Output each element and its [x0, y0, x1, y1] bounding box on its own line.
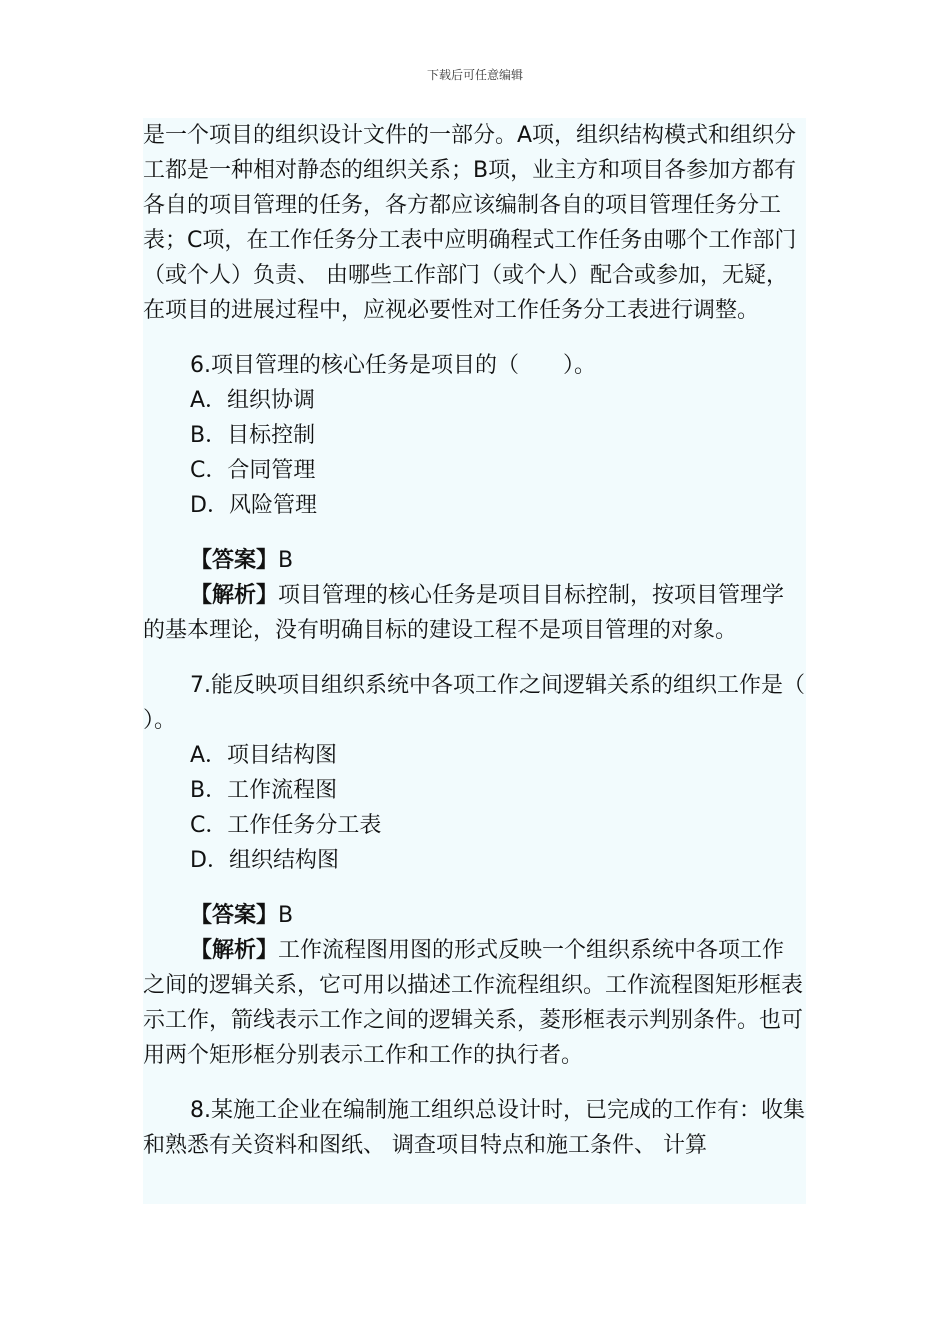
- page-header: 下载后可任意编辑: [426, 68, 523, 82]
- analysis-label: 【解析】: [190, 938, 279, 963]
- question-6-answer: [143, 543, 806, 578]
- question-8: [143, 1093, 806, 1163]
- question-7: [143, 668, 850, 1073]
- question-6-text: 6.项目管理的核心任务是项目的（ ）。: [190, 353, 596, 378]
- question-7-analysis: [143, 933, 806, 1073]
- answer-label: 【答案】: [190, 548, 279, 573]
- analysis-text: 项目管理的核心任务是项目目标控制，按项目管理学的基本理论，没有明确目标的建设工程不是项目管理的对象。: [143, 583, 785, 643]
- question-7-option-a: A．项目结构图: [190, 743, 338, 768]
- question-7-option-b: B．工作流程图: [190, 778, 338, 803]
- question-6-analysis: [143, 578, 806, 648]
- document-body: [143, 118, 850, 1204]
- question-6-option-c: C．合同管理: [190, 458, 316, 483]
- question-6-option-a: A．组织协调: [190, 388, 316, 413]
- analysis-label: 【解析】: [190, 583, 279, 608]
- analysis-text: 工作流程图用图的形式反映一个组织系统中各项工作之间的逻辑关系，它可用以描述工作流程组织。工作流程图矩形框表示工作，箭线表示工作之间的逻辑关系，菱形框表示判别条件。也可用两个矩形框分别表示工作和工作的执行者。: [143, 938, 804, 1068]
- question-7-text: 7.能反映项目组织系统中各项工作之间逻辑关系的组织工作是（ ）。: [143, 673, 850, 733]
- answer-label: 【答案】: [190, 903, 279, 928]
- question-7-answer: [143, 898, 806, 933]
- question-7-option-d: D．组织结构图: [190, 848, 339, 873]
- question-6: [143, 348, 806, 648]
- answer-value: B: [278, 548, 294, 573]
- intro-paragraph: 是一个项目的组织设计文件的一部分。A项，组织结构模式和组织分工都是一种相对静态的组织关系；B项，业主方和项目各参加方都有各自的项目管理的任务，各方都应该编制各自的项目管理任务分工表；C项，在工作任务分工表中应明确程式工作任务由哪个工作部门（或个人）负责、 由哪些工作部门（或个人）配合或参加，无疑，在项目的进展过程中，应视必要性对工作任务分工表进行调整。: [143, 123, 797, 323]
- question-6-option-b: B．目标控制: [190, 423, 316, 448]
- question-7-option-c: C．工作任务分工表: [190, 813, 382, 838]
- question-6-option-d: D．风险管理: [190, 493, 317, 518]
- answer-value: B: [278, 903, 294, 928]
- question-8-text: 8.某施工企业在编制施工组织总设计时，已完成的工作有：收集和熟悉有关资料和图纸、 调查项目特点和施工条件、 计算: [143, 1098, 805, 1158]
